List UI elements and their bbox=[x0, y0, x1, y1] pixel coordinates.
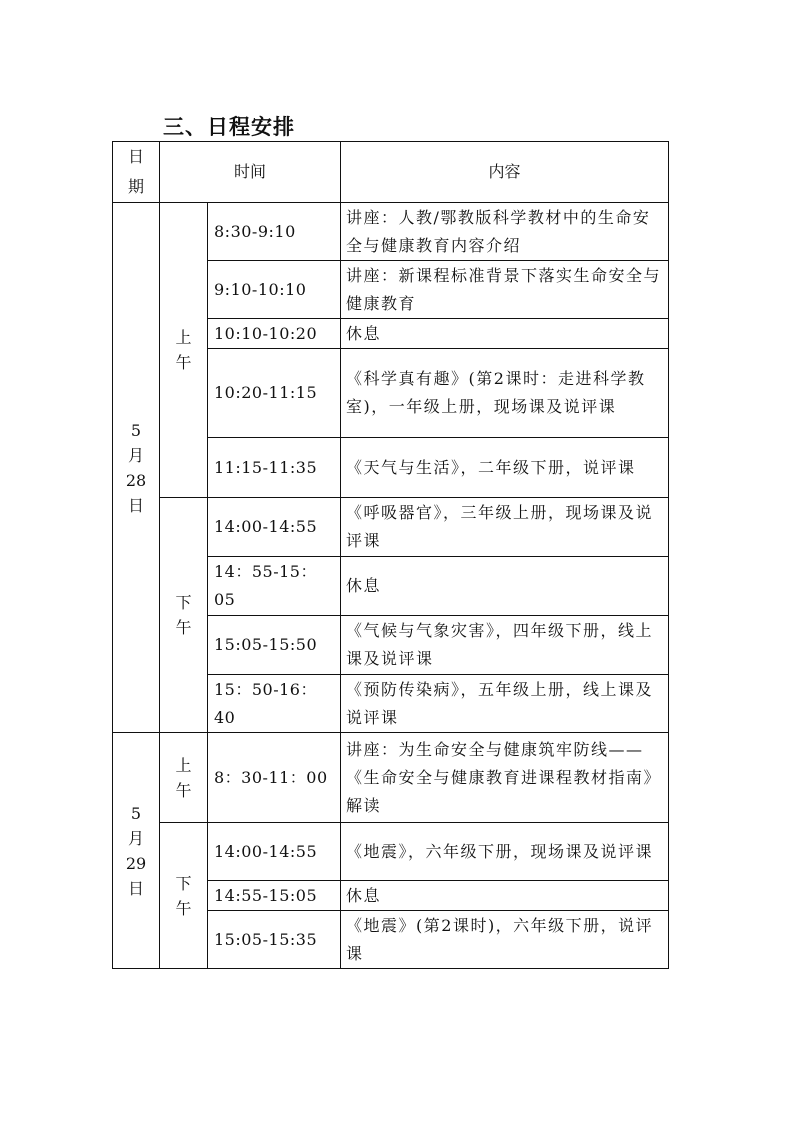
content-cell: 休息 bbox=[341, 881, 669, 911]
content-cell: 《呼吸器官》，三年级上册，现场课及说评课 bbox=[341, 498, 669, 557]
content-cell: 休息 bbox=[341, 319, 669, 349]
time-cell: 15:05-15:35 bbox=[208, 911, 341, 969]
time-cell: 14:00-14:55 bbox=[208, 498, 341, 557]
table-row bbox=[113, 823, 669, 881]
content-column-header: 内容 bbox=[341, 142, 669, 203]
time-cell: 8:30-9:10 bbox=[208, 203, 341, 261]
schedule-table bbox=[112, 141, 669, 969]
time-column-header: 时间 bbox=[160, 142, 341, 203]
content-cell: 《科学真有趣》(第2课时：走进科学教室)，一年级上册，现场课及说评课 bbox=[341, 349, 669, 438]
content-cell: 休息 bbox=[341, 557, 669, 616]
time-cell: 9:10-10:10 bbox=[208, 261, 341, 319]
time-cell: 14:55-15:05 bbox=[208, 881, 341, 911]
date-column-header: 日 期 bbox=[113, 142, 160, 203]
table-row bbox=[113, 498, 669, 557]
content-cell: 《地震》，六年级下册，现场课及说评课 bbox=[341, 823, 669, 881]
table-row bbox=[113, 733, 669, 823]
period-cell-afternoon: 下 午 bbox=[160, 498, 208, 733]
time-cell: 10:20-11:15 bbox=[208, 349, 341, 438]
content-cell: 讲座：新课程标准背景下落实生命安全与健康教育 bbox=[341, 261, 669, 319]
section-heading: 三、日程安排 bbox=[163, 115, 295, 139]
time-cell: 11:15-11:35 bbox=[208, 438, 341, 498]
time-cell: 10:10-10:20 bbox=[208, 319, 341, 349]
date-cell: 5 月 29 日 bbox=[113, 733, 160, 969]
content-cell: 讲座：为生命安全与健康筑牢防线——《生命安全与健康教育进课程教材指南》解读 bbox=[341, 733, 669, 823]
content-cell: 讲座：人教/鄂教版科学教材中的生命安全与健康教育内容介绍 bbox=[341, 203, 669, 261]
period-cell-morning: 上 午 bbox=[160, 203, 208, 498]
period-cell-afternoon: 下 午 bbox=[160, 823, 208, 969]
content-cell: 《天气与生活》，二年级下册，说评课 bbox=[341, 438, 669, 498]
table-row bbox=[113, 203, 669, 261]
content-cell: 《预防传染病》，五年级上册，线上课及说评课 bbox=[341, 675, 669, 733]
content-cell: 《气候与气象灾害》，四年级下册，线上课及说评课 bbox=[341, 616, 669, 675]
time-cell: 15:05-15:50 bbox=[208, 616, 341, 675]
time-cell: 14：55-15：05 bbox=[208, 557, 341, 616]
content-cell: 《地震》(第2课时)，六年级下册，说评课 bbox=[341, 911, 669, 969]
time-cell: 15：50-16：40 bbox=[208, 675, 341, 733]
time-cell: 8：30-11：00 bbox=[208, 733, 341, 823]
date-cell: 5 月 28 日 bbox=[113, 203, 160, 733]
time-cell: 14:00-14:55 bbox=[208, 823, 341, 881]
header-row bbox=[113, 142, 669, 203]
period-cell-morning: 上 午 bbox=[160, 733, 208, 823]
